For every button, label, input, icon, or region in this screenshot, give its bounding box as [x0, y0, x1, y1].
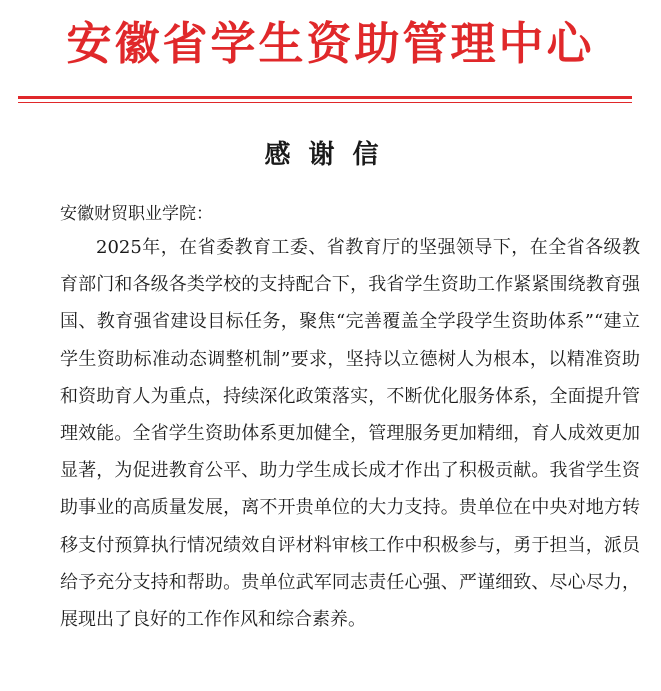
letter-body: 2025年，在省委教育工委、省教育厅的坚强领导下，在全省各级教育部门和各级各类学校的支持配合下，我省学生资助工作紧紧围绕教育强国、教育强省建设目标任务，聚焦“完善覆盖全学段学生资助体系”“建立学生资助标准动态调整机制”要求，坚持以立德树人为根本，以精准资助和资助育人为重点，持续深化政策落实，不断优化服务体系，全面提升管理效能。全省学生资助体系更加健全，管理服务更加精细，育人成效更加显著，为促进教育公平、助力学生成长成才作出了积极贡献。我省学生资助事业的高质量发展，离不开贵单位的大力支持。贵单位在中央对地方转移支付预算执行情况绩效自评材料审核工作中积极参与，勇于担当，派员给予充分支持和帮助。贵单位武军同志责任心强、严谨细致、尽心尽力，展现出了良好的工作作风和综合素养。 — [60, 237, 640, 631]
letterhead-rule-thin — [18, 102, 632, 103]
document-title: 感谢信 — [264, 140, 397, 170]
letterhead-rule-thick — [18, 96, 632, 99]
letterhead-org-name: 安徽省学生资助管理中心 — [66, 17, 595, 70]
salutation: 安徽财贸职业学院： — [60, 204, 213, 224]
